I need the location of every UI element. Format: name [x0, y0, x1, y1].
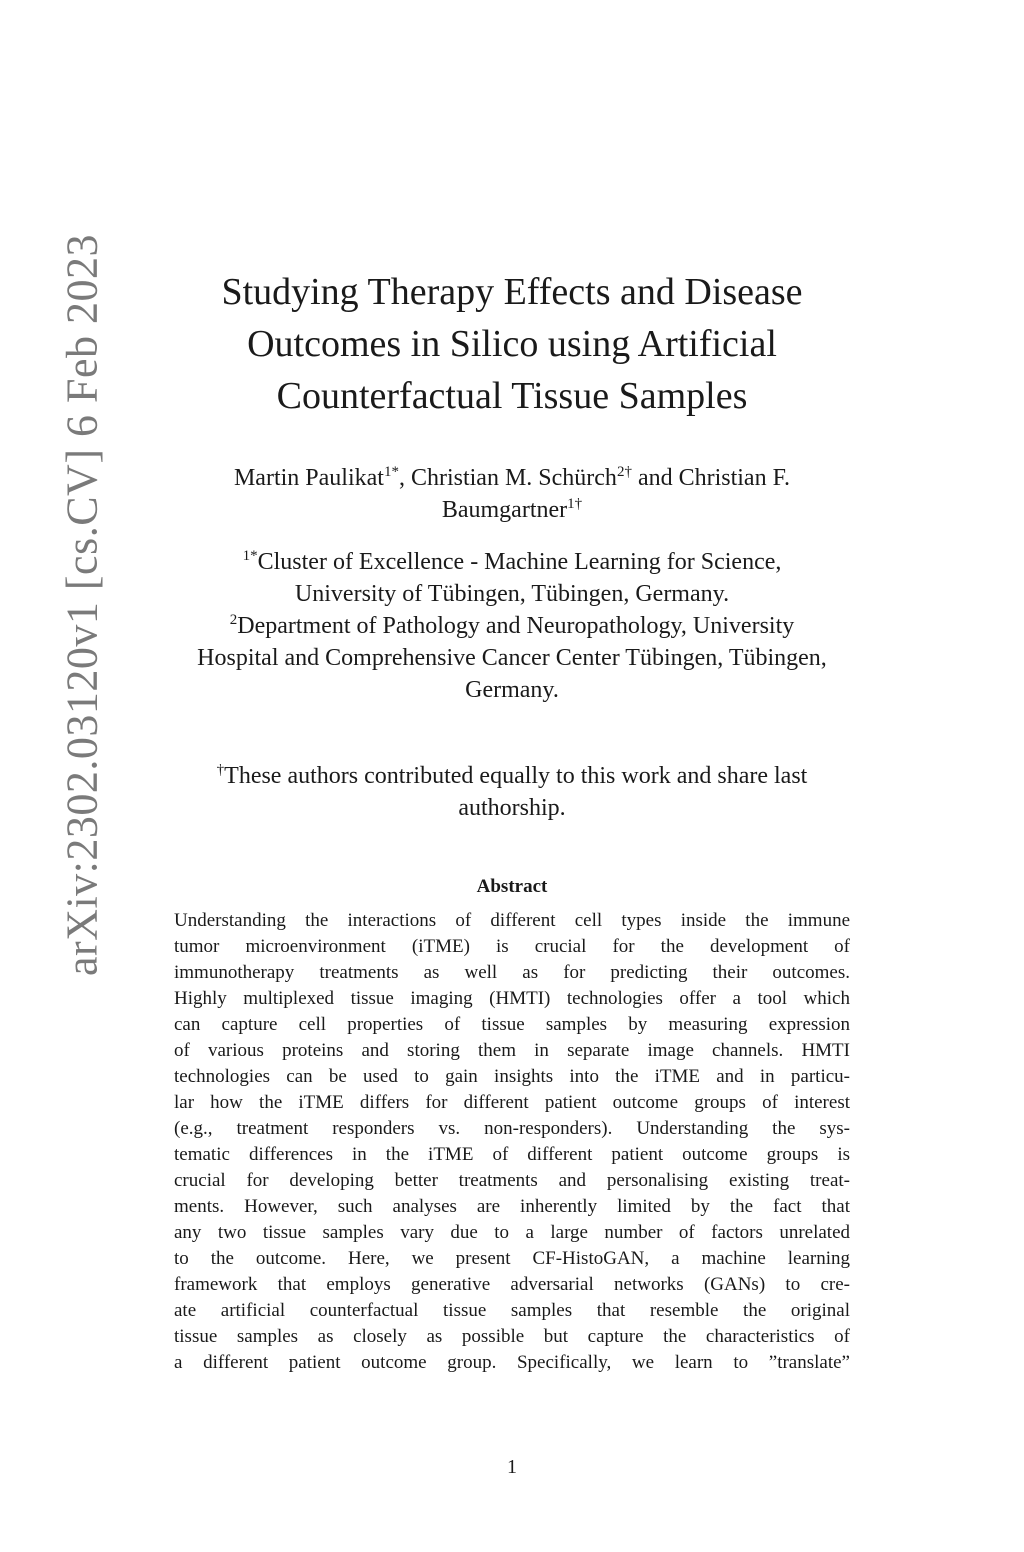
title-line: Outcomes in Silico using Artificial: [247, 323, 777, 365]
note-line: authorship.: [458, 795, 566, 821]
author-name: Christian M. Schürch: [410, 465, 617, 491]
title-line: Studying Therapy Effects and Disease: [221, 271, 803, 313]
abstract-line: technologies can be used to gain insights into the iTME and in particu-: [174, 1066, 850, 1087]
dagger-mark: †: [216, 762, 225, 778]
page-number: 1: [507, 1456, 517, 1478]
abstract-line: ate artificial counterfactual tissue samples that resemble the original: [174, 1300, 850, 1321]
abstract-line: crucial for developing better treatments and personalising existing treat-: [174, 1170, 850, 1191]
affiliation-text: Department of Pathology and Neuropathology, University: [237, 613, 795, 639]
author-line: [110, 462, 914, 494]
abstract-line: of various proteins and storing them in separate image channels. HMTI: [174, 1040, 850, 1061]
author-separator: ,: [398, 465, 411, 491]
author-list: [110, 462, 914, 526]
affiliation-line: Germany.: [465, 677, 559, 703]
note-line: [110, 760, 914, 792]
author-affiliation-mark: 2†: [616, 464, 632, 480]
author-affiliation-mark: 1†: [567, 496, 583, 512]
affiliations: [110, 546, 914, 706]
abstract-line: ments. However, such analyses are inherently limited by the fact that: [174, 1196, 850, 1217]
affiliation-line: Hospital and Comprehensive Cancer Center Tübingen, Tübingen,: [197, 645, 827, 671]
note-text: These authors contributed equally to this work and share last: [224, 763, 808, 789]
equal-contribution-note: [110, 760, 914, 824]
affiliation-mark: 1*: [242, 548, 258, 564]
author-separator: and Christian F.: [631, 465, 791, 491]
abstract-line: any two tissue samples vary due to a large number of factors unrelated: [174, 1222, 850, 1243]
title-line: Counterfactual Tissue Samples: [276, 375, 748, 417]
abstract-heading: Abstract: [476, 876, 548, 897]
author-line: [110, 494, 914, 526]
abstract-line: can capture cell properties of tissue samples by measuring expression: [174, 1014, 850, 1035]
arxiv-identifier-stamp: arXiv:2302.03120v1 [cs.CV] 6 Feb 2023: [57, 234, 107, 976]
abstract-line: to the outcome. Here, we present CF-HistoGAN, a machine learning: [174, 1248, 850, 1269]
abstract-body: [174, 908, 850, 1376]
abstract-line: immunotherapy treatments as well as for predicting their outcomes.: [174, 962, 850, 983]
abstract-line: Understanding the interactions of different cell types inside the immune: [174, 910, 850, 931]
author-affiliation-mark: 1*: [383, 464, 399, 480]
abstract-line: (e.g., treatment responders vs. non-responders). Understanding the sys-: [174, 1118, 850, 1139]
affiliation-line: University of Tübingen, Tübingen, Germany.: [294, 581, 730, 607]
abstract-line: tematic differences in the iTME of different patient outcome groups is: [174, 1144, 850, 1165]
abstract-line: framework that employs generative adversarial networks (GANs) to cre-: [174, 1274, 850, 1295]
affiliation-mark: 2: [229, 612, 238, 628]
affiliation-text: Cluster of Excellence - Machine Learning for Science,: [257, 549, 782, 575]
paper-title: [150, 266, 874, 422]
abstract-line: tissue samples as closely as possible but capture the characteristics of: [174, 1326, 850, 1347]
abstract-line: lar how the iTME differs for different patient outcome groups of interest: [174, 1092, 850, 1113]
affiliation-line: [110, 610, 914, 642]
abstract-line: Highly multiplexed tissue imaging (HMTI) technologies offer a tool which: [174, 988, 850, 1009]
author-name: Martin Paulikat: [233, 465, 384, 491]
author-name: Baumgartner: [441, 497, 568, 523]
affiliation-line: [110, 546, 914, 578]
abstract-line: a different patient outcome group. Specifically, we learn to ”translate”: [174, 1352, 850, 1373]
abstract-line: tumor microenvironment (iTME) is crucial for the development of: [174, 936, 850, 957]
